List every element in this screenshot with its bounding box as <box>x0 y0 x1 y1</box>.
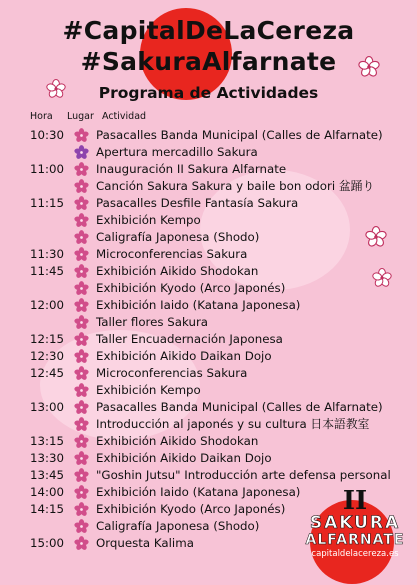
hashtag-capital-de-la-cereza: #CapitalDeLaCereza <box>62 16 355 45</box>
schedule-activity: Exhibición Iaido (Katana Japonesa) <box>96 298 301 312</box>
schedule-activity: "Goshin Jutsu" Introducción arte defensa personal <box>96 468 391 482</box>
sakura-flower-icon <box>74 468 89 483</box>
schedule-row <box>30 212 410 229</box>
sakura-flower-icon <box>74 434 89 449</box>
schedule-activity: Exhibición Aikido Daikan Dojo <box>96 451 272 465</box>
schedule-activity: Apertura mercadillo Sakura <box>96 145 258 159</box>
schedule-row <box>30 331 410 348</box>
sakura-flower-icon <box>74 264 89 279</box>
sakura-flower-icon <box>74 128 89 143</box>
schedule-time: 13:45 <box>30 468 64 482</box>
sakura-flower-icon <box>74 162 89 177</box>
schedule-time: 11:00 <box>30 162 64 176</box>
schedule-row <box>30 280 410 297</box>
sakura-flower-icon <box>74 298 89 313</box>
sakura-flower-icon <box>74 383 89 398</box>
schedule-row <box>30 467 410 484</box>
schedule-time: 14:15 <box>30 502 64 516</box>
schedule-time: 13:00 <box>30 400 64 414</box>
sakura-flower-icon <box>74 196 89 211</box>
schedule-activity: Introducción al japonés y su cultura 日本語教室 <box>96 417 370 431</box>
schedule-activity: Exhibición Aikido Shodokan <box>96 264 259 278</box>
schedule-activity: Taller flores Sakura <box>96 315 209 329</box>
schedule-activity: Exhibición Kempo <box>96 213 201 227</box>
schedule-time: 15:00 <box>30 536 64 550</box>
schedule-activity: Exhibición Kyodo (Arco Japonés) <box>96 502 286 516</box>
schedule-row <box>30 314 410 331</box>
schedule-activity: Exhibición Aikido Daikan Dojo <box>96 349 272 363</box>
schedule-activity: Inauguración II Sakura Alfarnate <box>96 162 287 176</box>
sakura-flower-icon <box>74 417 89 432</box>
schedule-row <box>30 450 410 467</box>
sakura-flower-icon <box>74 451 89 466</box>
schedule-activity: Canción Sakura Sakura y baile bon odori 盆踊り <box>96 179 375 193</box>
schedule-time: 11:15 <box>30 196 64 210</box>
column-header-lugar: Lugar <box>67 111 94 122</box>
schedule-row <box>30 144 410 161</box>
schedule-time: 13:15 <box>30 434 64 448</box>
schedule-row <box>30 246 410 263</box>
schedule-row <box>30 416 410 433</box>
schedule-row <box>30 348 410 365</box>
page-title: Programa de Actividades <box>98 84 319 102</box>
schedule-activity: Exhibición Aikido Shodokan <box>96 434 259 448</box>
sakura-flower-icon <box>74 315 89 330</box>
sakura-flower-icon <box>74 332 89 347</box>
sakura-flower-icon <box>74 179 89 194</box>
schedule-row <box>30 399 410 416</box>
schedule-activity: Exhibición Kyodo (Arco Japonés) <box>96 281 286 295</box>
schedule-row <box>30 195 410 212</box>
sakura-flower-icon <box>74 502 89 517</box>
schedule-time: 12:30 <box>30 349 64 363</box>
sakura-flower-icon <box>74 366 89 381</box>
schedule-activity: Caligrafía Japonesa (Shodo) <box>96 230 260 244</box>
schedule-activity: Microconferencias Sakura <box>96 366 248 380</box>
schedule-activity: Orquesta Kalima <box>96 536 194 550</box>
schedule-activity: Taller Encuadernación Japonesa <box>96 332 283 346</box>
sakura-alfarnate-logo <box>300 488 410 580</box>
schedule-time: 13:30 <box>30 451 64 465</box>
sakura-flower-icon <box>74 400 89 415</box>
schedule-activity: Microconferencias Sakura <box>96 247 248 261</box>
schedule-row <box>30 365 410 382</box>
schedule-time: 11:30 <box>30 247 64 261</box>
hashtag-sakura-alfarnate: #SakuraAlfarnate <box>80 47 337 76</box>
logo-line-1: SAKURA <box>309 513 401 533</box>
sakura-flower-icon <box>74 536 89 551</box>
schedule-row <box>30 297 410 314</box>
schedule-activity: Pasacalles Banda Municipal (Calles de Alfarnate) <box>96 400 383 414</box>
logo-line-2: ALFARNATE <box>305 532 405 548</box>
sakura-flower-icon <box>74 247 89 262</box>
schedule-row <box>30 263 410 280</box>
sakura-flower-icon <box>74 519 89 534</box>
schedule-time: 12:00 <box>30 298 64 312</box>
column-header-hora: Hora <box>30 111 53 122</box>
schedule-time: 12:15 <box>30 332 64 346</box>
sakura-flower-icon <box>74 230 89 245</box>
sakura-flower-icon <box>74 485 89 500</box>
schedule-row <box>30 161 410 178</box>
schedule-activity: Pasacalles Desfile Fantasía Sakura <box>96 196 299 210</box>
schedule-activity: Pasacalles Banda Municipal (Calles de Alfarnate) <box>96 128 383 142</box>
schedule-time: 10:30 <box>30 128 64 142</box>
logo-roman-numeral: II <box>342 486 368 516</box>
sakura-flower-icon <box>74 349 89 364</box>
schedule-time: 14:00 <box>30 485 64 499</box>
schedule-row <box>30 178 410 195</box>
schedule-time: 11:45 <box>30 264 64 278</box>
schedule-activity: Caligrafía Japonesa (Shodo) <box>96 519 260 533</box>
schedule-row <box>30 229 410 246</box>
schedule-activity: Exhibición Iaido (Katana Japonesa) <box>96 485 301 499</box>
column-header-actividad: Actividad <box>102 111 147 122</box>
schedule-row <box>30 127 410 144</box>
sakura-flower-icon <box>74 213 89 228</box>
schedule-activity: Exhibición Kempo <box>96 383 201 397</box>
purple-sakura-icon <box>74 145 89 160</box>
sakura-flower-icon <box>74 281 89 296</box>
logo-url: capitaldelacereza.es <box>311 549 399 559</box>
schedule-row <box>30 382 410 399</box>
schedule-time: 12:45 <box>30 366 64 380</box>
schedule-row <box>30 433 410 450</box>
